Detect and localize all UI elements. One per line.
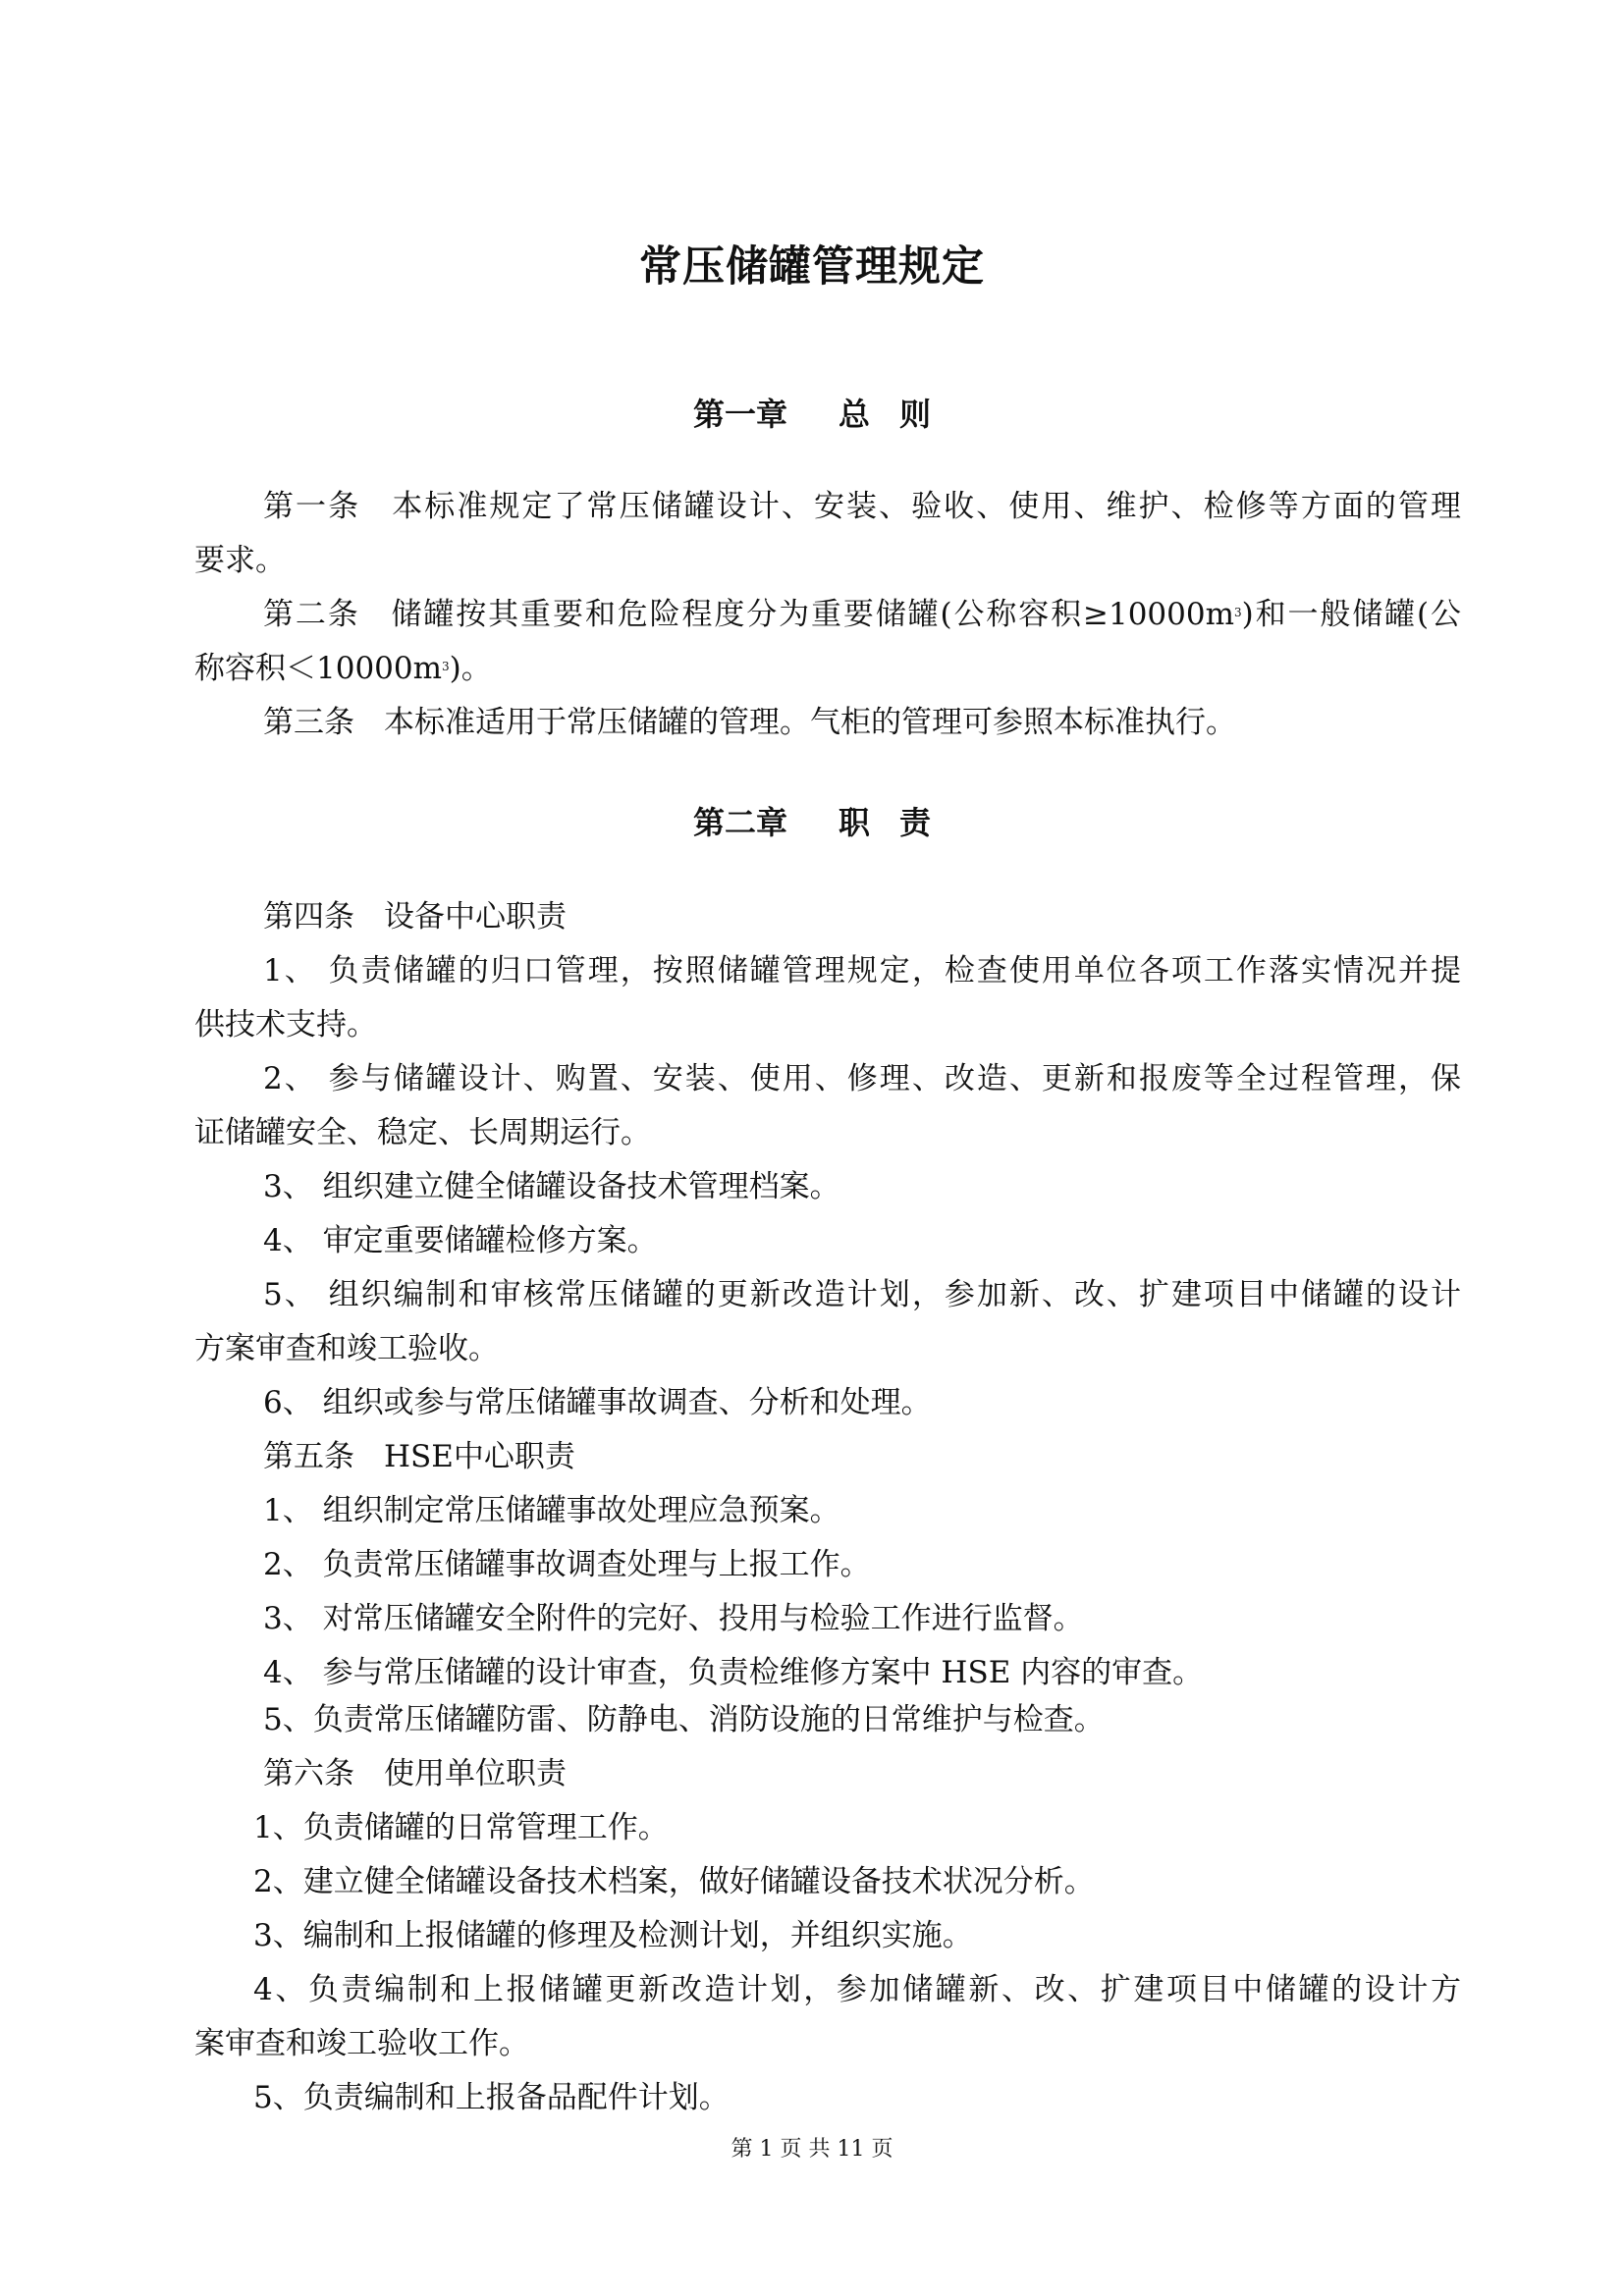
article-6-item-4-line-2: 案审查和竣工验收工作。 [194,2026,529,2061]
article-6-heading [263,1754,1461,1793]
article-6-title: 使用单位职责 [384,1756,567,1791]
chapter-1-label: 第一章 [692,396,787,433]
chapter-1-heading [0,390,1624,435]
article-4-item-6: 6、 组织或参与常压储罐事故调查、分析和处理。 [263,1385,932,1420]
article-4-heading [263,897,1461,936]
article-3-text: 本标准适用于常压储罐的管理。气柜的管理可参照本标准执行。 [384,705,1236,740]
chapter-1-name-a: 总 [838,396,870,433]
article-1-line-1 [263,487,1461,526]
article-5-item-4: 4、 参与常压储罐的设计审查，负责检维修方案中 HSE 内容的审查。 [263,1655,1204,1690]
article-6-item-3: 3、编制和上报储罐的修理及检测计划，并组织实施。 [253,1918,973,1953]
article-5-heading [263,1437,1461,1476]
document-title: 常压储罐管理规定 [639,242,985,292]
chapter-2-heading [0,798,1624,843]
article-1-head: 第一条 [263,489,361,524]
chapter-1-name-b: 则 [899,396,932,433]
article-6-item-2: 2、建立健全储罐设备技术档案，做好储罐设备技术状况分析。 [253,1864,1095,1899]
article-6-item-1: 1、负责储罐的日常管理工作。 [253,1810,669,1845]
article-2-text-b: )和一般储罐(公 [1241,597,1462,632]
article-5-item-1: 1、 组织制定常压储罐事故处理应急预案。 [263,1493,840,1528]
article-4-item-5-line-2: 方案审查和竣工验收。 [194,1331,499,1366]
chapter-2-name-a: 职 [838,804,870,841]
article-4-item-5-line-1: 5、 组织编制和审核常压储罐的更新改造计划，参加新、改、扩建项目中储罐的设计 [263,1277,1461,1312]
article-5-item-2: 2、 负责常压储罐事故调查处理与上报工作。 [263,1547,871,1582]
article-2-text-d: )。 [449,651,492,686]
superscript-3b: 3 [442,660,450,673]
page-footer: 第 1 页 共 11 页 [731,2137,893,2162]
article-3-head: 第三条 [263,705,354,740]
article-2-head: 第二条 [263,597,360,632]
article-4-item-2-line-1: 2、 参与储罐设计、购置、安装、使用、修理、改造、更新和报废等全过程管理，保 [263,1061,1461,1096]
article-1-line-2: 要求。 [194,543,286,578]
article-5-head: 第五条 [263,1439,354,1474]
article-4-item-4: 4、 审定重要储罐检修方案。 [263,1223,658,1258]
article-5-item-3: 3、 对常压储罐安全附件的完好、投用与检验工作进行监督。 [263,1601,1084,1636]
article-1-text: 本标准规定了常压储罐设计、安装、验收、使用、维护、检修等方面的管理 [390,489,1462,524]
article-4-item-1-line-1: 1、 负责储罐的归口管理，按照储罐管理规定，检查使用单位各项工作落实情况并提 [263,953,1461,988]
article-5-title: HSE中心职责 [384,1439,575,1474]
article-4-title: 设备中心职责 [384,899,567,934]
article-2-text-a: 储罐按其重要和危险程度分为重要储罐(公称容积≥10000m [389,597,1235,632]
article-4-item-2-line-2: 证储罐安全、稳定、长周期运行。 [194,1115,651,1150]
article-2-line-2 [194,649,1461,688]
article-6-item-4-line-1: 4、负责编制和上报储罐更新改造计划，参加储罐新、改、扩建项目中储罐的设计方 [253,1972,1461,2007]
article-2-line-1 [263,595,1461,634]
article-6-item-5: 5、负责编制和上报备品配件计划。 [253,2080,730,2115]
chapter-2-name-b: 责 [899,804,932,841]
article-2-text-c: 称容积＜10000m [194,651,443,686]
chapter-2-label: 第二章 [692,804,787,841]
article-5-item-5: 5、负责常压储罐防雷、防静电、消防设施的日常维护与检查。 [263,1702,1105,1737]
article-4-item-1-line-2: 供技术支持。 [194,1007,377,1042]
article-4-head: 第四条 [263,899,354,934]
superscript-3: 3 [1234,606,1242,619]
article-4-item-3: 3、 组织建立健全储罐设备技术管理档案。 [263,1169,840,1204]
article-3-line [263,703,1461,742]
article-6-head: 第六条 [263,1756,354,1791]
